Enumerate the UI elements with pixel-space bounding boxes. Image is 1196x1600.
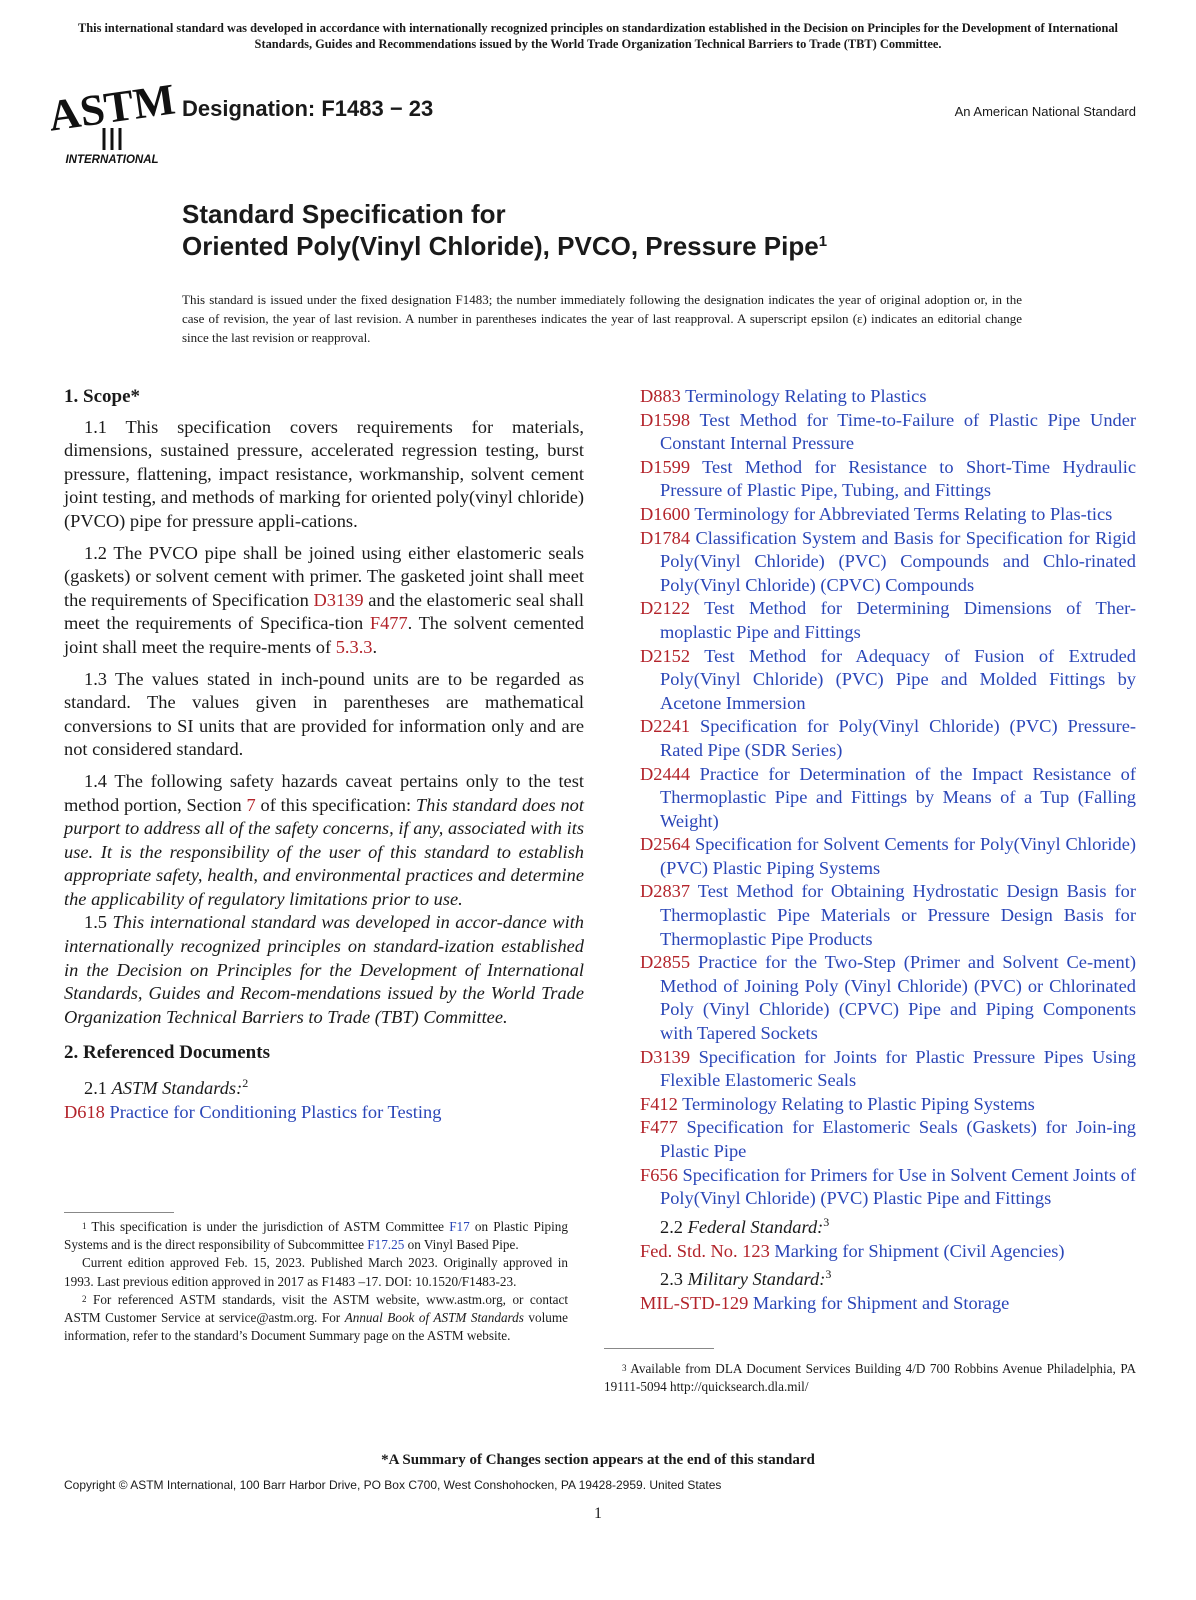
astm-standards-label: 2.1 ASTM Standards:$^2$ [84, 1076, 249, 1099]
scope-1-2: 1.2 The PVCO pipe shall be joined using either elastomeric seals (gaskets) or solvent cement with primer. The gasketed joint shall meet the requirements of Specification D3139 and the elastomeric seal shall meet the requirements of Specifica-tion F477. The solvent cemented joint shall meet the require-ments of 5.3.3. [64, 542, 585, 657]
left-column [64, 385, 584, 1124]
designation: Designation: F1483 − 23 [182, 96, 434, 121]
reference-title[interactable]: Specification for Elastomeric Seals (Gaskets) for Join-ing Plastic Pipe [660, 1117, 1136, 1161]
reference-f412[interactable] [640, 1093, 1136, 1117]
reference-code[interactable]: F412 [640, 1093, 678, 1114]
referenced-documents-heading: 2. Referenced Documents [64, 1042, 270, 1064]
reference-code[interactable]: D1600 [640, 503, 691, 524]
link-f477[interactable]: F477 [369, 613, 408, 634]
footnotes-right [604, 1360, 1136, 1396]
reference-title[interactable]: Specification for Solvent Cements for Poly(Vinyl Chloride) (PVC) Plastic Piping Systems [660, 834, 1136, 878]
title-line-2-text: Oriented Poly(Vinyl Chloride), PVCO, Pressure Pipe [182, 231, 819, 261]
page-number: 1 [594, 1505, 602, 1522]
scope-1-4: 1.4 The following safety hazards caveat pertains only to the test method portion, Section 7 of this specification: This standard does not purport to address all of the safety concerns, if any, associated with its use. It is the responsibility of the user of this standard to establish appropriate safety, health, and environmental practices and determine the applicability of regulatory limitations prior to use. [64, 770, 584, 909]
logo-astm-text: ASTM [45, 74, 179, 141]
reference-d1599[interactable] [640, 456, 1136, 503]
link-section-7[interactable]: 7 [246, 794, 256, 815]
reference-title[interactable]: Practice for Determination of the Impact Resistance of Thermoplastic Pipe and Fittings by Means of a Tup (Falling Weight) [660, 763, 1136, 831]
reference-code[interactable]: D2855 [640, 952, 691, 973]
logo-international-text: INTERNATIONAL [65, 154, 159, 166]
reference-code[interactable]: D3139 [640, 1046, 691, 1067]
military-standard-label: 2.3 Military Standard:$^3$ [660, 1267, 832, 1290]
astm-reference-list-right [640, 385, 1136, 1211]
military-reference[interactable]: MIL-STD-129 Marking for Shipment and Storage [640, 1292, 1010, 1313]
reference-f656[interactable] [640, 1164, 1136, 1211]
document-title [182, 198, 827, 262]
link-section-5-3-3[interactable]: 5.3.3 [335, 636, 373, 657]
reference-title[interactable]: Specification for Primers for Use in Solvent Cement Joints of Poly(Vinyl Chloride) (PVC) Plastic Pipe and Fittings [660, 1164, 1136, 1209]
scope-1-1: 1.1 This specification covers requirements for materials, dimensions, sustained pressure, accelerated regression testing, burst pressure, flattening, impact resistance, workmanship, solvent cement joint testing, and methods of marking for oriented poly(vinyl chloride) (PVCO) pipe for pressure appli-cations. [64, 416, 584, 531]
reference-title[interactable]: Terminology Relating to Plastic Piping Systems [682, 1093, 1035, 1114]
reference-code[interactable]: D1599 [640, 456, 691, 477]
american-national-standard: An American National Standard [954, 104, 1136, 119]
title-line-1: Standard Specification for [182, 199, 506, 229]
reference-d2855[interactable] [640, 951, 1136, 1045]
reference-d2444[interactable] [640, 763, 1136, 834]
reference-code[interactable]: F656 [640, 1164, 678, 1185]
reference-d3139[interactable] [640, 1046, 1136, 1093]
footnote-2: $^2$ For referenced ASTM standards, visit the ASTM website, www.astm.org, or contact ASTM Customer Service at service@astm.org. For Annual Book of ASTM Standards volume information, refer to the standard’s Document Summary page on the ASTM website. [64, 1291, 568, 1344]
federal-reference[interactable]: Fed. Std. No. 123 Marking for Shipment (Civil Agencies) [640, 1240, 1065, 1261]
astm-logo [45, 70, 179, 166]
reference-title[interactable]: Test Method for Resistance to Short-Time Hydraulic Pressure of Plastic Pipe, Tubing, and Fittings [660, 456, 1137, 501]
title-footnote-marker: 1 [818, 233, 828, 250]
reference-title[interactable]: Test Method for Determining Dimensions of Ther-moplastic Pipe and Fittings [660, 598, 1136, 642]
reference-f477[interactable] [640, 1116, 1136, 1163]
reference-d2241[interactable] [640, 715, 1136, 762]
federal-standard-label: 2.2 Federal Standard:$^3$ [660, 1214, 830, 1237]
footnote-1: $^1$ This specification is under the jurisdiction of ASTM Committee F17 on Plastic Piping Systems and is the direct responsibility of Subcommittee F17.25 on Vinyl Based Pipe. [64, 1219, 568, 1253]
reference-d883[interactable] [640, 385, 1136, 409]
reference-title[interactable]: Classification System and Basis for Specification for Rigid Poly(Vinyl Chloride) (PVC) Compounds and Chlo-rinated Poly(Vinyl Chloride) (CPVC) Compounds [660, 527, 1136, 595]
reference-title[interactable]: Test Method for Obtaining Hydrostatic Design Basis for Thermoplastic Pipe Materials or Pressure Design Basis for Thermoplastic Pipe Products [660, 881, 1137, 949]
astm-reference-list-left [64, 1101, 584, 1125]
reference-title[interactable]: Specification for Poly(Vinyl Chloride) (PVC) Pressure-Rated Pipe (SDR Series) [660, 716, 1136, 760]
scope-1-5: 1.5 This international standard was developed in accor-dance with internationally recognized principles on standard-ization established in the Decision on Principles for the Development of International Standards, Guides and Recom-mendations issued by the World Trade Organization Technical Barriers to Trade (TBT) Committee. [64, 912, 584, 1027]
reference-title[interactable]: Terminology Relating to Plastics [685, 386, 927, 406]
reference-code[interactable]: D883 [640, 386, 681, 406]
footnote-rule-right [604, 1348, 714, 1349]
reference-code[interactable]: D2152 [640, 645, 691, 666]
footnote-1-edition: Current edition approved Feb. 15, 2023. Published March 2023. Originally approved in 1993. Last previous edition approved in 2017 as F1483 –17. DOI: 10.1520/F1483-23. [64, 1255, 568, 1289]
right-column [640, 385, 1136, 1315]
reference-title[interactable]: Specification for Joints for Plastic Pressure Pipes Using Flexible Elastomeric Seals [660, 1046, 1136, 1091]
reference-code[interactable]: D2241 [640, 716, 691, 737]
reference-title[interactable]: Test Method for Adequacy of Fusion of Extruded Poly(Vinyl Chloride) (PVC) Pipe and Molded Fittings by Acetone Immersion [660, 645, 1137, 713]
reference-code[interactable]: D1598 [640, 409, 691, 430]
title-line-2 [182, 230, 827, 262]
reference-code[interactable]: D618 [64, 1101, 105, 1122]
reference-title[interactable]: Terminology for Abbreviated Terms Relating to Plas-tics [694, 503, 1113, 524]
reference-code[interactable]: D2837 [640, 881, 691, 902]
reference-d2837[interactable] [640, 880, 1136, 951]
copyright: Copyright © ASTM International, 100 Barr Harbor Drive, PO Box C700, West Conshohocken, PA 19428-2959. United States [64, 1478, 722, 1492]
reference-code[interactable]: D2122 [640, 598, 691, 619]
standard-notice: This standard is issued under the fixed designation F1483; the number immediately following the designation indicates the year of original adoption or, in the case of revision, the year of last revision. A number in parentheses indicates the year of last reapproval. A superscript epsilon (ε) indicates an editorial change since the last revision or reapproval. [182, 292, 1022, 345]
reference-code[interactable]: D1784 [640, 527, 691, 548]
footnote-3: $^3$ Available from DLA Document Services Building 4/D 700 Robbins Avenue Philadelphia, PA 19111-5094 http://quicksearch.dla.mil/ [604, 1361, 1136, 1395]
summary-of-changes-note: *A Summary of Changes section appears at the end of this standard [381, 1452, 815, 1468]
reference-title[interactable]: Test Method for Time-to-Failure of Plastic Pipe Under Constant Internal Pressure [660, 409, 1136, 454]
link-f17-25[interactable]: F17.25 [367, 1237, 405, 1253]
reference-d2152[interactable] [640, 645, 1136, 716]
reference-d1784[interactable] [640, 527, 1136, 598]
reference-d2122[interactable] [640, 597, 1136, 644]
reference-d618[interactable] [64, 1101, 584, 1125]
reference-title[interactable]: Practice for Conditioning Plastics for Testing [109, 1101, 442, 1122]
reference-code[interactable]: D2564 [640, 834, 691, 855]
reference-d1598[interactable] [640, 409, 1136, 456]
reference-d2564[interactable] [640, 833, 1136, 880]
reference-title[interactable]: Practice for the Two-Step (Primer and Solvent Ce-ment) Method of Joining Poly (Vinyl Chloride) (PVC) or Chlorinated Poly (Vinyl Chloride) (CPVC) Pipe and Piping Components with Tapered Sockets [660, 952, 1136, 1044]
footnote-rule-left [64, 1212, 174, 1213]
reference-code[interactable]: F477 [640, 1117, 678, 1138]
scope-1-3: 1.3 The values stated in inch-pound units are to be regarded as standard. The values given in parentheses are mathematical conversions to SI units that are provided for information only and are not considered standard. [64, 668, 584, 760]
reference-d1600[interactable] [640, 503, 1136, 527]
footnotes-left [64, 1218, 568, 1345]
link-d3139[interactable]: D3139 [313, 589, 364, 610]
link-f17[interactable]: F17 [449, 1219, 470, 1234]
preamble: This international standard was developed in accordance with internationally recognized principles on standardization established in the Decision on Principles for the Development of International Standards, Guides and Recommendations issued by the World Trade Organization Technical Barriers to Trade (TBT) Committee. [77, 21, 1119, 51]
reference-code[interactable]: D2444 [640, 763, 691, 784]
scope-heading: 1. Scope* [64, 386, 140, 407]
